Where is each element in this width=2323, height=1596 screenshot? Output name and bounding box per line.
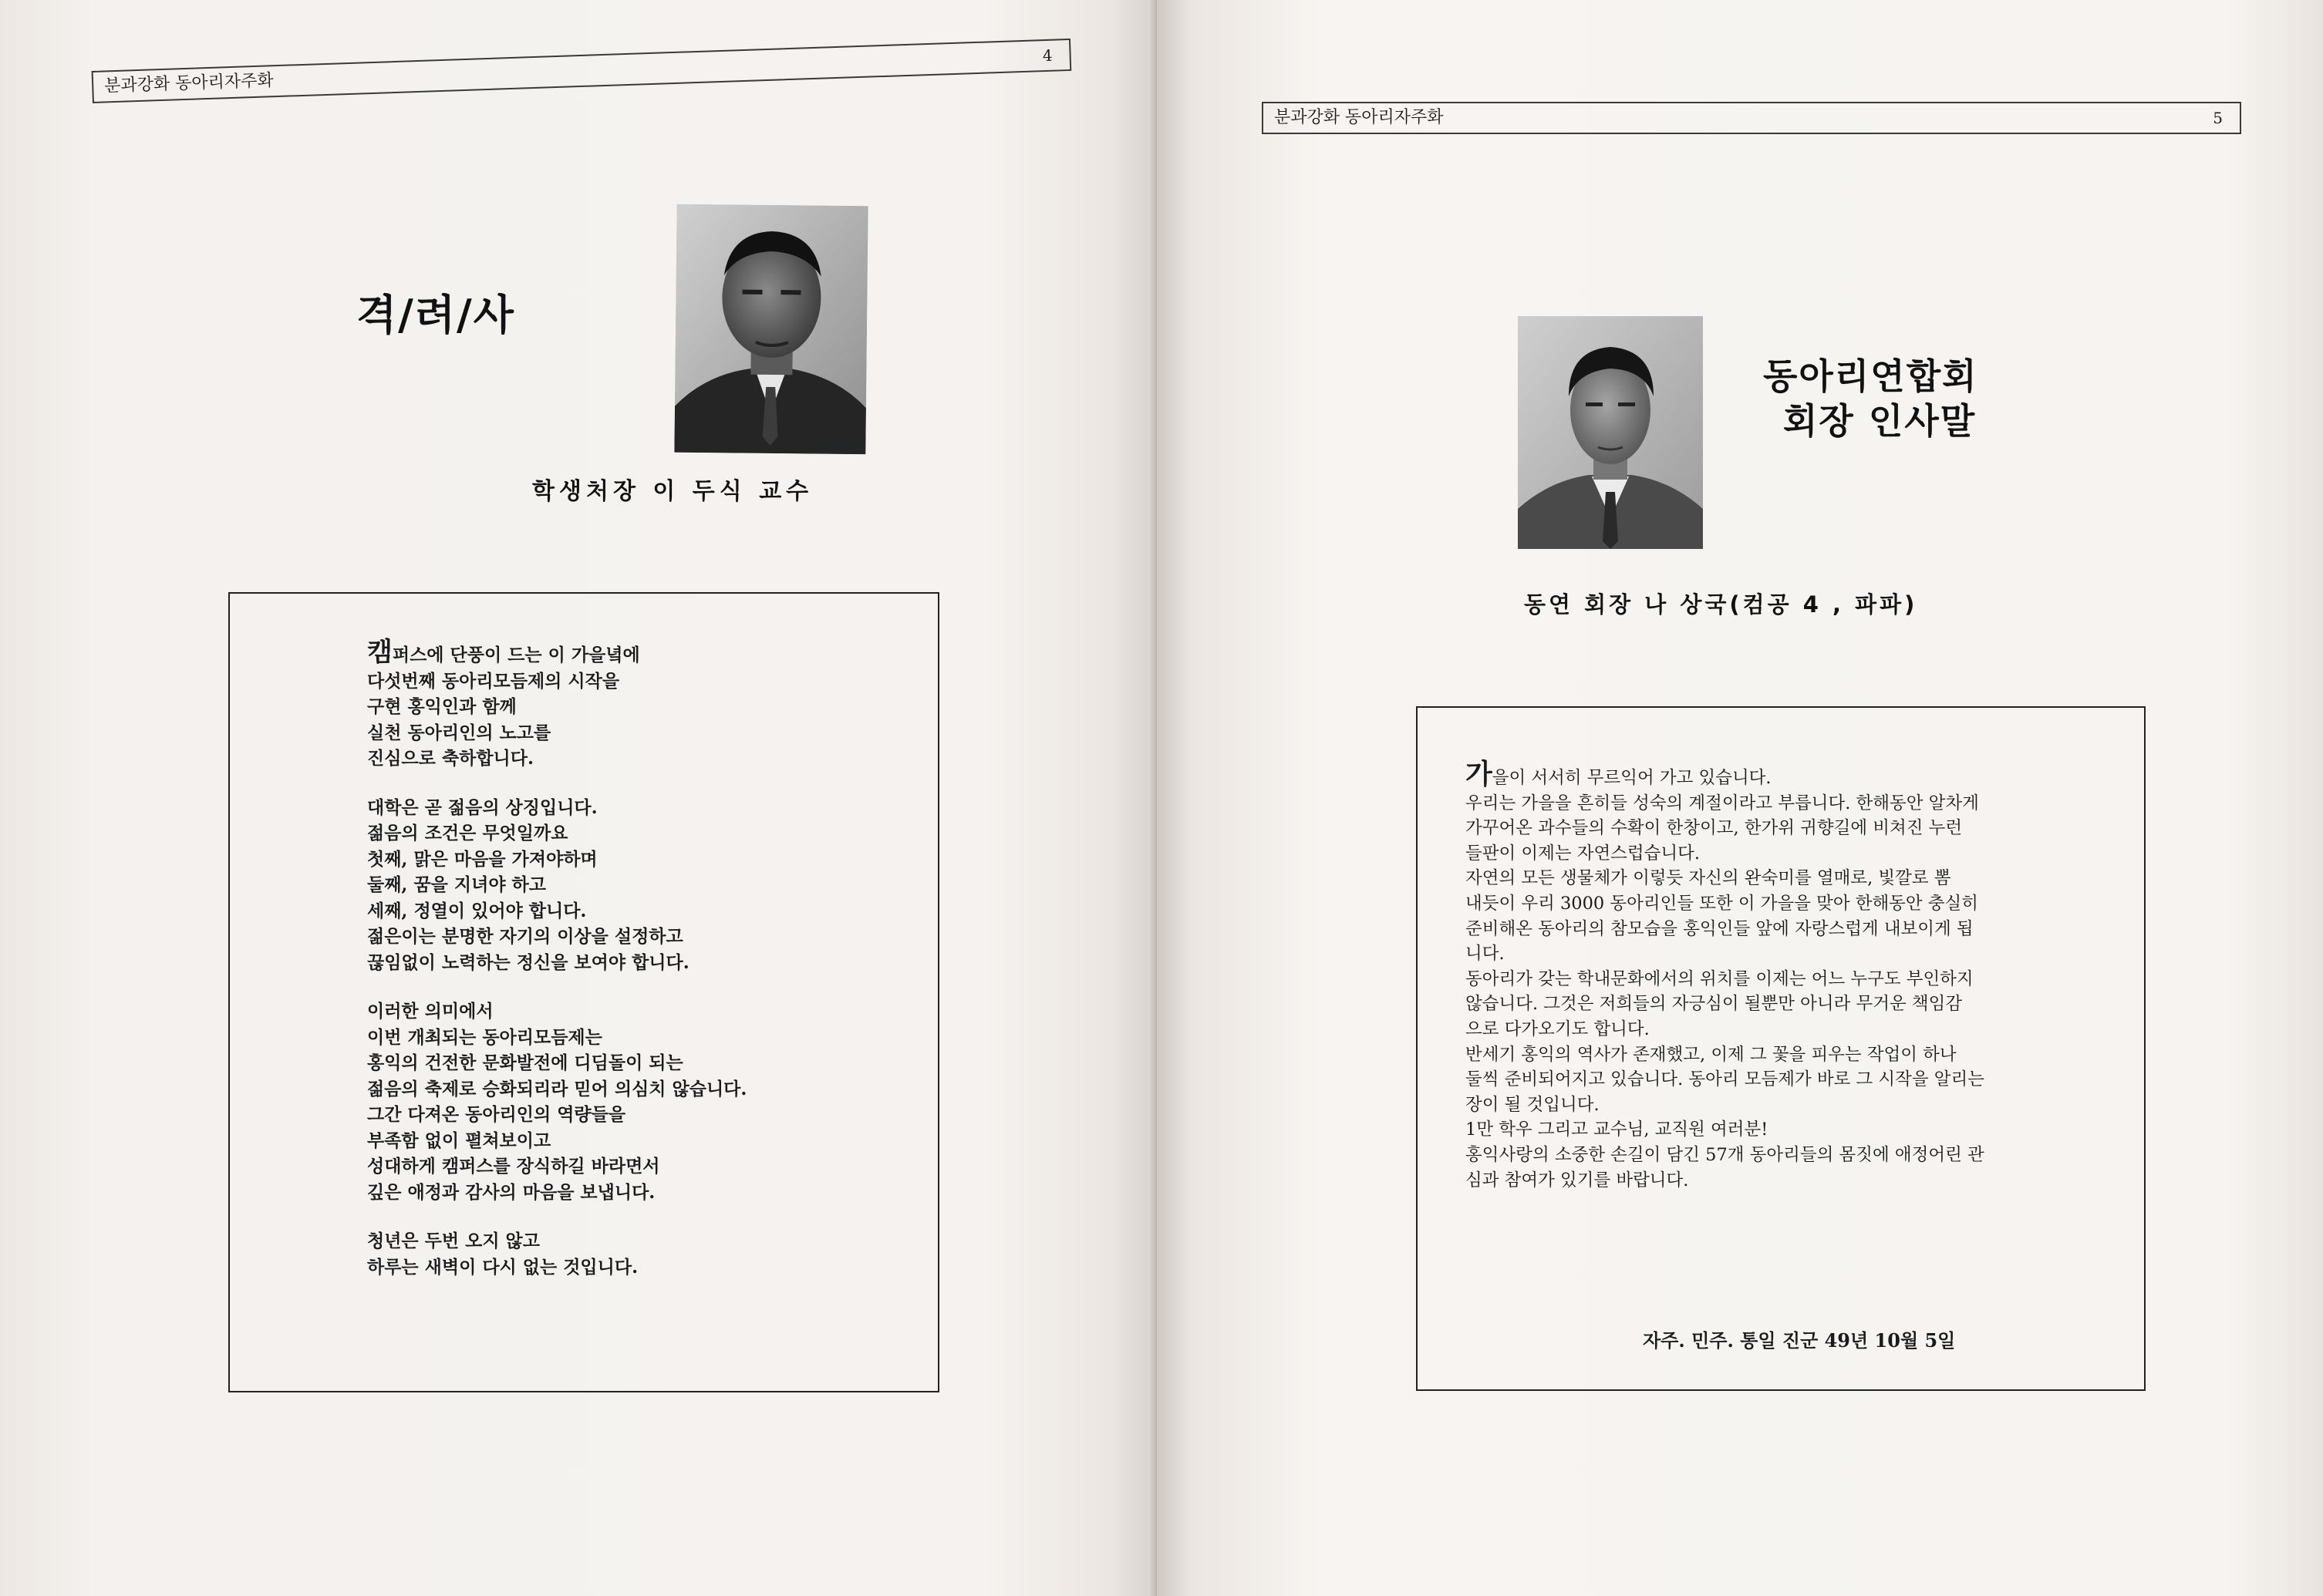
letter-line: 준비해온 동아리의 참모습을 홍익인들 앞에 자랑스럽게 내보이게 됩 — [1465, 918, 1974, 939]
letter-line: 홍익사랑의 소중한 손길이 담긴 57개 동아리들의 몸짓에 애정어린 관 — [1465, 1144, 1984, 1165]
letter-paragraph — [367, 998, 747, 1205]
letter-line: 반세기 홍익의 역사가 존재했고, 이제 그 꽃을 피우는 작업이 하나 — [1465, 1044, 1957, 1065]
page-number: 4 — [1042, 45, 1054, 66]
letter-line: 않습니다. 그것은 저희들의 자긍심이 될뿐만 아니라 무거운 책임감 — [1465, 994, 1963, 1015]
letter-line: 청년은 두번 오지 않고 — [367, 1231, 540, 1251]
letter-line: 이러한 의미에서 — [367, 1001, 494, 1022]
page-header-left — [92, 39, 1072, 103]
page-header-right — [1262, 102, 2241, 134]
header-title: 분과강화 동아리자주화 — [103, 71, 275, 96]
letter-line: 홍익의 건전한 문화발전에 디딤돌이 되는 — [367, 1052, 683, 1073]
letter-signoff: 자주. 민주. 통일 진군 49년 10월 5일 — [1643, 1329, 1956, 1352]
letter-line: 하루는 새벽이 다시 없는 것입니다. — [367, 1256, 639, 1278]
letter-line: 내듯이 우리 3000 동아리인들 또한 이 가을을 맞아 한해동안 충실히 — [1465, 893, 1979, 914]
letter-box — [1416, 706, 2146, 1391]
letter-line: 부족함 없이 펼쳐보이고 — [367, 1130, 551, 1151]
letter-line: 깊은 애정과 감사의 마음을 보냅니다. — [367, 1181, 656, 1203]
page-number: 5 — [2213, 109, 2223, 127]
letter-line: 실천 동아리인의 노고를 — [367, 722, 551, 743]
page-title: 격/려/사 — [356, 291, 515, 339]
left-page — [0, 0, 1157, 1596]
letter-line: 세째, 정열이 있어야 합니다. — [367, 900, 587, 921]
letter-line: 둘씩 준비되어지고 있습니다. 동아리 모듬제가 바로 그 시작을 알리는 — [1465, 1069, 1984, 1090]
letter-line: 심과 참여가 있기를 바랍니다. — [1465, 1170, 1689, 1190]
page-title-line2: 회장 인사말 — [1783, 400, 1977, 442]
letter-line: 젊음의 축제로 승화되리라 믿어 의심치 않습니다. — [367, 1078, 747, 1099]
portrait-photo — [674, 204, 868, 455]
portrait-photo — [1518, 316, 1703, 549]
letter-line: 캠퍼스에 단풍이 드는 이 가을녘에 — [367, 637, 640, 668]
letter-line: 구현 홍익인과 함께 — [367, 696, 517, 717]
letter-line: 장이 될 것입니다. — [1465, 1094, 1600, 1115]
right-page — [1157, 0, 2323, 1596]
letter-box — [228, 592, 939, 1392]
letter-paragraph — [367, 795, 747, 976]
letter-paragraph — [367, 637, 747, 772]
letter-line: 성대하게 캠퍼스를 장식하길 바라면서 — [367, 1156, 660, 1177]
page-title-line1: 동아리연합회 — [1763, 355, 1978, 397]
letter-body — [1465, 758, 2113, 1352]
letter-body — [367, 637, 747, 1280]
header-title: 분과강화 동아리자주화 — [1274, 108, 1444, 127]
letter-line: 니다. — [1465, 944, 1505, 965]
letter-line: 진심으로 축하합니다. — [367, 748, 534, 769]
letter-line: 그간 다져온 동아리인의 역량들을 — [367, 1104, 626, 1125]
letter-line: 가을이 서서히 무르익어 가고 있습니다. — [1465, 758, 1772, 790]
letter-line: 젊음의 조건은 무엇일까요 — [367, 823, 568, 843]
letter-line: 들판이 이제는 자연스럽습니다. — [1465, 843, 1701, 864]
author-caption: 학생처장 이 두식 교수 — [532, 478, 814, 505]
drop-cap: 가 — [1465, 758, 1492, 790]
letter-line: 젊은이는 분명한 자기의 이상을 설정하고 — [367, 926, 683, 947]
drop-cap: 캠 — [367, 637, 393, 668]
letter-line: 가꾸어온 과수들의 수확이 한창이고, 한가위 귀향길에 비쳐진 누런 — [1465, 818, 1963, 839]
letter-line: 우리는 가을을 흔히들 성숙의 계절이라고 부릅니다. 한해동안 알차게 — [1465, 793, 1979, 813]
author-caption: 동연 회장 나 상국(컴공 4 , 파파) — [1524, 591, 1918, 618]
letter-line: 동아리가 갖는 학내문화에서의 위치를 이제는 어느 누구도 부인하지 — [1465, 968, 1974, 989]
letter-line: 대학은 곧 젊음의 상징입니다. — [367, 796, 598, 818]
letter-line: 둘째, 꿈을 지녀야 하고 — [367, 874, 546, 895]
letter-paragraph — [367, 1228, 747, 1280]
letter-line: 다섯번째 동아리모듬제의 시작을 — [367, 670, 620, 692]
letter-line: 1만 학우 그리고 교수님, 교직원 여러분! — [1465, 1120, 1768, 1140]
letter-line: 끊임없이 노력하는 정신을 보여야 합니다. — [367, 951, 689, 973]
letter-line: 첫째, 맑은 마음을 가져야하며 — [367, 848, 598, 870]
letter-line: 이번 개최되는 동아리모듬제는 — [367, 1026, 602, 1048]
letter-line: 으로 다가오기도 합니다. — [1465, 1019, 1650, 1039]
letter-line: 자연의 모든 생물체가 이렇듯 자신의 완숙미를 열매로, 빛깔로 뽐 — [1465, 868, 1951, 889]
